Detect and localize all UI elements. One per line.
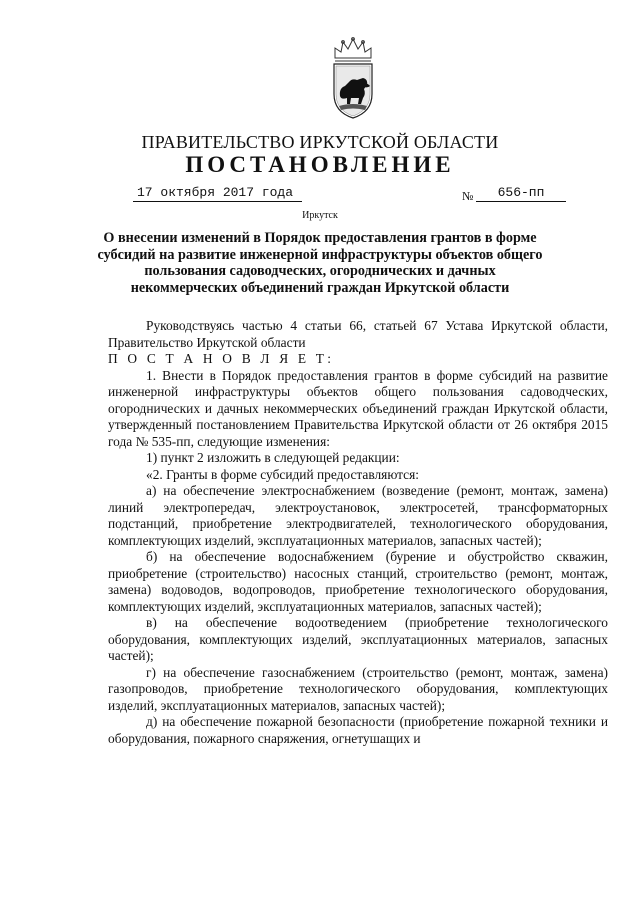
- document-title: О внесении изменений в Порядок предоставления грантов в форме субсидий на развитие инженерной инфраструктуры объектов общего пользования садоводческих, огороднических и дачных некоммерческих объединений граждан Иркутской области: [97, 230, 543, 296]
- subitem-b-paragraph: б) на обеспечение водоснабжением (бурение и обустройство скважин, приобретение (строительство) насосных станций, строительство (ремонт, монтаж, замена) водоводов, водопроводов, приобретение технологического оборудования, комплектующих изделий, эксплуатационных материалов, запасных частей);: [108, 549, 608, 614]
- subitem-d-paragraph: д) на обеспечение пожарной безопасности (приобретение пожарной техники и оборудования, пожарного снаряжения, огнетушащих и: [108, 714, 608, 746]
- subitem-v-paragraph: в) на обеспечение водоотведением (приобретение технологического оборудования, комплектующих изделий, эксплуатационных материалов, запасных частей);: [108, 615, 608, 663]
- coat-of-arms-icon: [329, 36, 377, 120]
- resolves-heading: П О С Т А Н О В Л Я Е Т:: [108, 351, 335, 366]
- subitem-g-paragraph: г) на обеспечение газоснабжением (строительство (ремонт, монтаж, замена) газопроводов, приобретение технологического оборудования, комплектующих изделий, эксплуатационных материалов, запасных частей);: [108, 664, 608, 713]
- government-name: ПРАВИТЕЛЬСТВО ИРКУТСКОЙ ОБЛАСТИ: [141, 132, 499, 152]
- item-1-paragraph: 1. Внести в Порядок предоставления грантов в форме субсидий на развитие инженерной инфраструктуры объектов общего пользования садоводческих, огороднических и дачных некоммерческих объединений граждан Иркутской области, утвержденный постановлением Правительства Иркутской области от 26 октября 2015 года № 535-пп, следующие изменения:: [108, 367, 608, 449]
- document-number: 656-пп: [476, 185, 566, 202]
- document-type: ПОСТАНОВЛЕНИЕ: [185, 152, 455, 177]
- preamble-paragraph: Руководствуясь частью 4 статьи 66, статьей 67 Устава Иркутской области, Правительство Иркутской области: [108, 318, 608, 350]
- document-body: [108, 318, 608, 747]
- city: Иркутск: [302, 210, 338, 221]
- number-sign: №: [462, 189, 474, 203]
- quote-start-paragraph: «2. Гранты в форме субсидий предоставляются:: [146, 466, 420, 482]
- subitem-a-paragraph: а) на обеспечение электроснабжением (возведение (ремонт, монтаж, замена) линий электропередач, электроустановок, электросетей, трансформаторных подстанций, приобретение электродвигателей, технологического оборудования, комплектующих изделий, эксплуатационных материалов, запасных частей);: [108, 483, 608, 548]
- subitem-1-paragraph: 1) пункт 2 изложить в следующей редакции:: [146, 450, 400, 465]
- document-date: 17 октября 2017 года: [133, 185, 302, 202]
